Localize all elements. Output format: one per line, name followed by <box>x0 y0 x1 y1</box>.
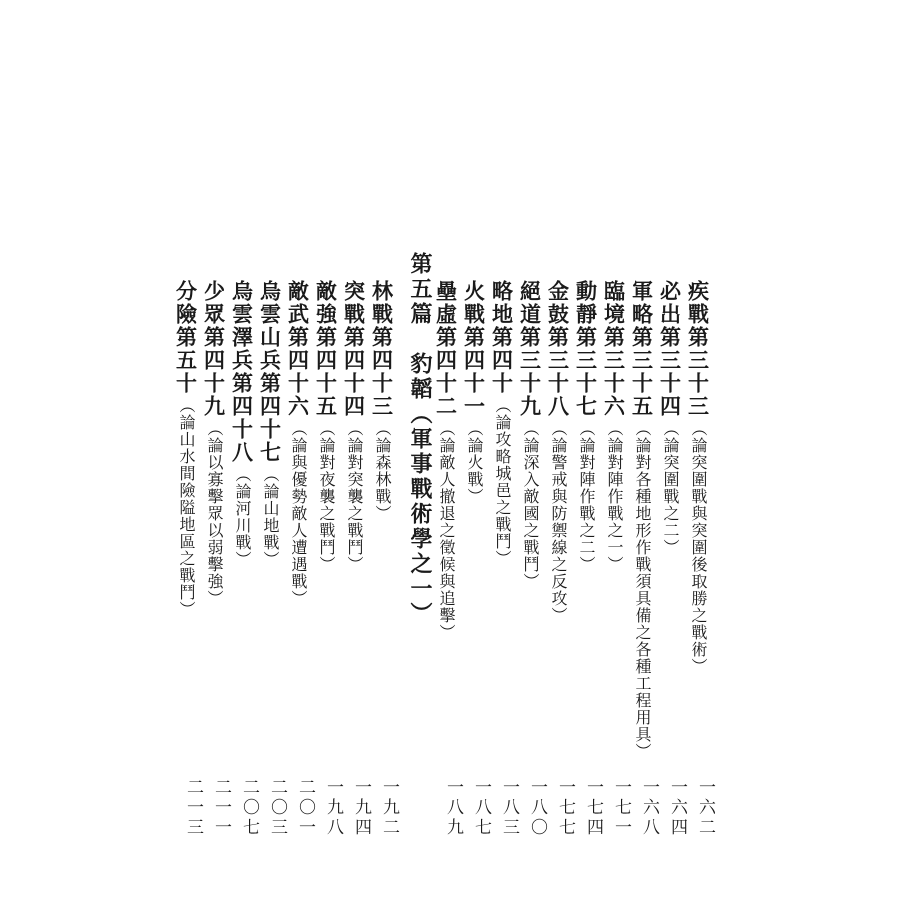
chapter-title: 疾戰第三十三 <box>685 280 711 418</box>
chapter-subtitle: （論與優勢敵人遭遇戰） <box>289 420 308 607</box>
chapter-subtitle: （論對夜襲之戰鬥） <box>317 420 336 573</box>
chapter-title: 林戰第四十三 <box>369 280 395 418</box>
page-number: 一七四 <box>583 778 603 838</box>
page-number: 二〇三 <box>267 778 287 838</box>
page-number: 一八三 <box>499 778 519 838</box>
toc-entry <box>367 0 397 900</box>
chapter-title: 絕道第三十九 <box>517 280 543 418</box>
chapter-subtitle: （論對突襲之戰鬥） <box>345 420 364 573</box>
chapter-subtitle: （論攻略城邑之戰鬥） <box>493 397 512 567</box>
page-number: 一七七 <box>555 778 575 838</box>
page-number: 一九八 <box>323 778 343 838</box>
chapter-title: 臨境第三十六 <box>601 280 627 418</box>
chapter-subtitle: （論森林戰） <box>373 420 392 522</box>
chapter-subtitle: （論敵人撤退之徵候與追擊） <box>437 420 456 641</box>
chapter-title: 火戰第四十一 <box>461 280 487 418</box>
page-number: 二一三 <box>183 778 203 838</box>
chapter-title: 金鼓第三十八 <box>545 280 571 418</box>
page-number: 一六四 <box>667 778 687 838</box>
chapter-subtitle: （論火戰） <box>465 420 484 505</box>
toc-entry <box>171 0 201 900</box>
page-number: 一八九 <box>443 778 463 838</box>
page-number: 一八〇 <box>527 778 547 838</box>
page-number: 二一一 <box>211 778 231 838</box>
chapter-subtitle: （論河川戰） <box>233 466 252 568</box>
chapter-subtitle: （論突圍戰與突圍後取勝之戰術） <box>689 420 708 675</box>
chapter-title: 軍略第三十五 <box>629 280 655 418</box>
chapter-title: 分險第五十 <box>173 280 199 395</box>
toc-entry <box>543 0 573 900</box>
section-heading: 第五篇 豹韜（軍事戰術學之一） <box>407 252 433 627</box>
page-number: 二〇七 <box>239 778 259 838</box>
chapter-title: 烏雲澤兵第四十八 <box>229 280 255 464</box>
chapter-title: 敵強第四十五 <box>313 280 339 418</box>
chapter-title: 敵武第四十六 <box>285 280 311 418</box>
page-number: 一八七 <box>471 778 491 838</box>
toc-entry <box>431 0 461 900</box>
page-number: 一七一 <box>611 778 631 838</box>
chapter-subtitle: （論對陣作戰之二） <box>577 420 596 573</box>
toc-entry <box>571 0 601 900</box>
chapter-subtitle: （論深入敵國之戰鬥） <box>521 420 540 590</box>
toc-entry <box>227 0 257 900</box>
page-number: 一九四 <box>351 778 371 838</box>
chapter-title: 突戰第四十四 <box>341 280 367 418</box>
toc-entry <box>515 0 545 900</box>
chapter-title: 壘虛第四十二 <box>433 280 459 418</box>
chapter-subtitle: （論警戒與防禦線之反攻） <box>549 420 568 624</box>
chapter-title: 少眾第四十九 <box>201 280 227 418</box>
toc-entry <box>199 0 229 900</box>
page-number: 一九二 <box>379 778 399 838</box>
chapter-title: 烏雲山兵第四十七 <box>257 280 283 464</box>
chapter-subtitle: （論以寡擊眾以弱擊強） <box>205 420 224 607</box>
chapter-title: 必出第三十四 <box>657 280 683 418</box>
toc-entry <box>311 0 341 900</box>
chapter-subtitle: （論對各種地形作戰須具備之各種工程用具） <box>633 420 652 760</box>
chapter-subtitle: （論突圍戰之二） <box>661 420 680 556</box>
toc-entry <box>599 0 629 900</box>
toc-entry <box>255 0 285 900</box>
section-heading-column <box>397 0 431 900</box>
chapter-subtitle: （論山水間險隘地區之戰鬥） <box>177 397 196 618</box>
toc-entry <box>487 0 517 900</box>
toc-entry <box>459 0 489 900</box>
chapter-subtitle: （論山地戰） <box>261 466 280 568</box>
page-number: 一六八 <box>639 778 659 838</box>
page-number: 二〇一 <box>295 778 315 838</box>
page-number: 一六二 <box>695 778 715 838</box>
chapter-title: 略地第四十 <box>489 280 515 395</box>
toc-entry <box>683 0 713 900</box>
toc-entry <box>283 0 313 900</box>
toc-entry <box>627 0 657 900</box>
toc-entry <box>655 0 685 900</box>
chapter-title: 動靜第三十七 <box>573 280 599 418</box>
chapter-subtitle: （論對陣作戰之一） <box>605 420 624 573</box>
toc-entry <box>339 0 369 900</box>
